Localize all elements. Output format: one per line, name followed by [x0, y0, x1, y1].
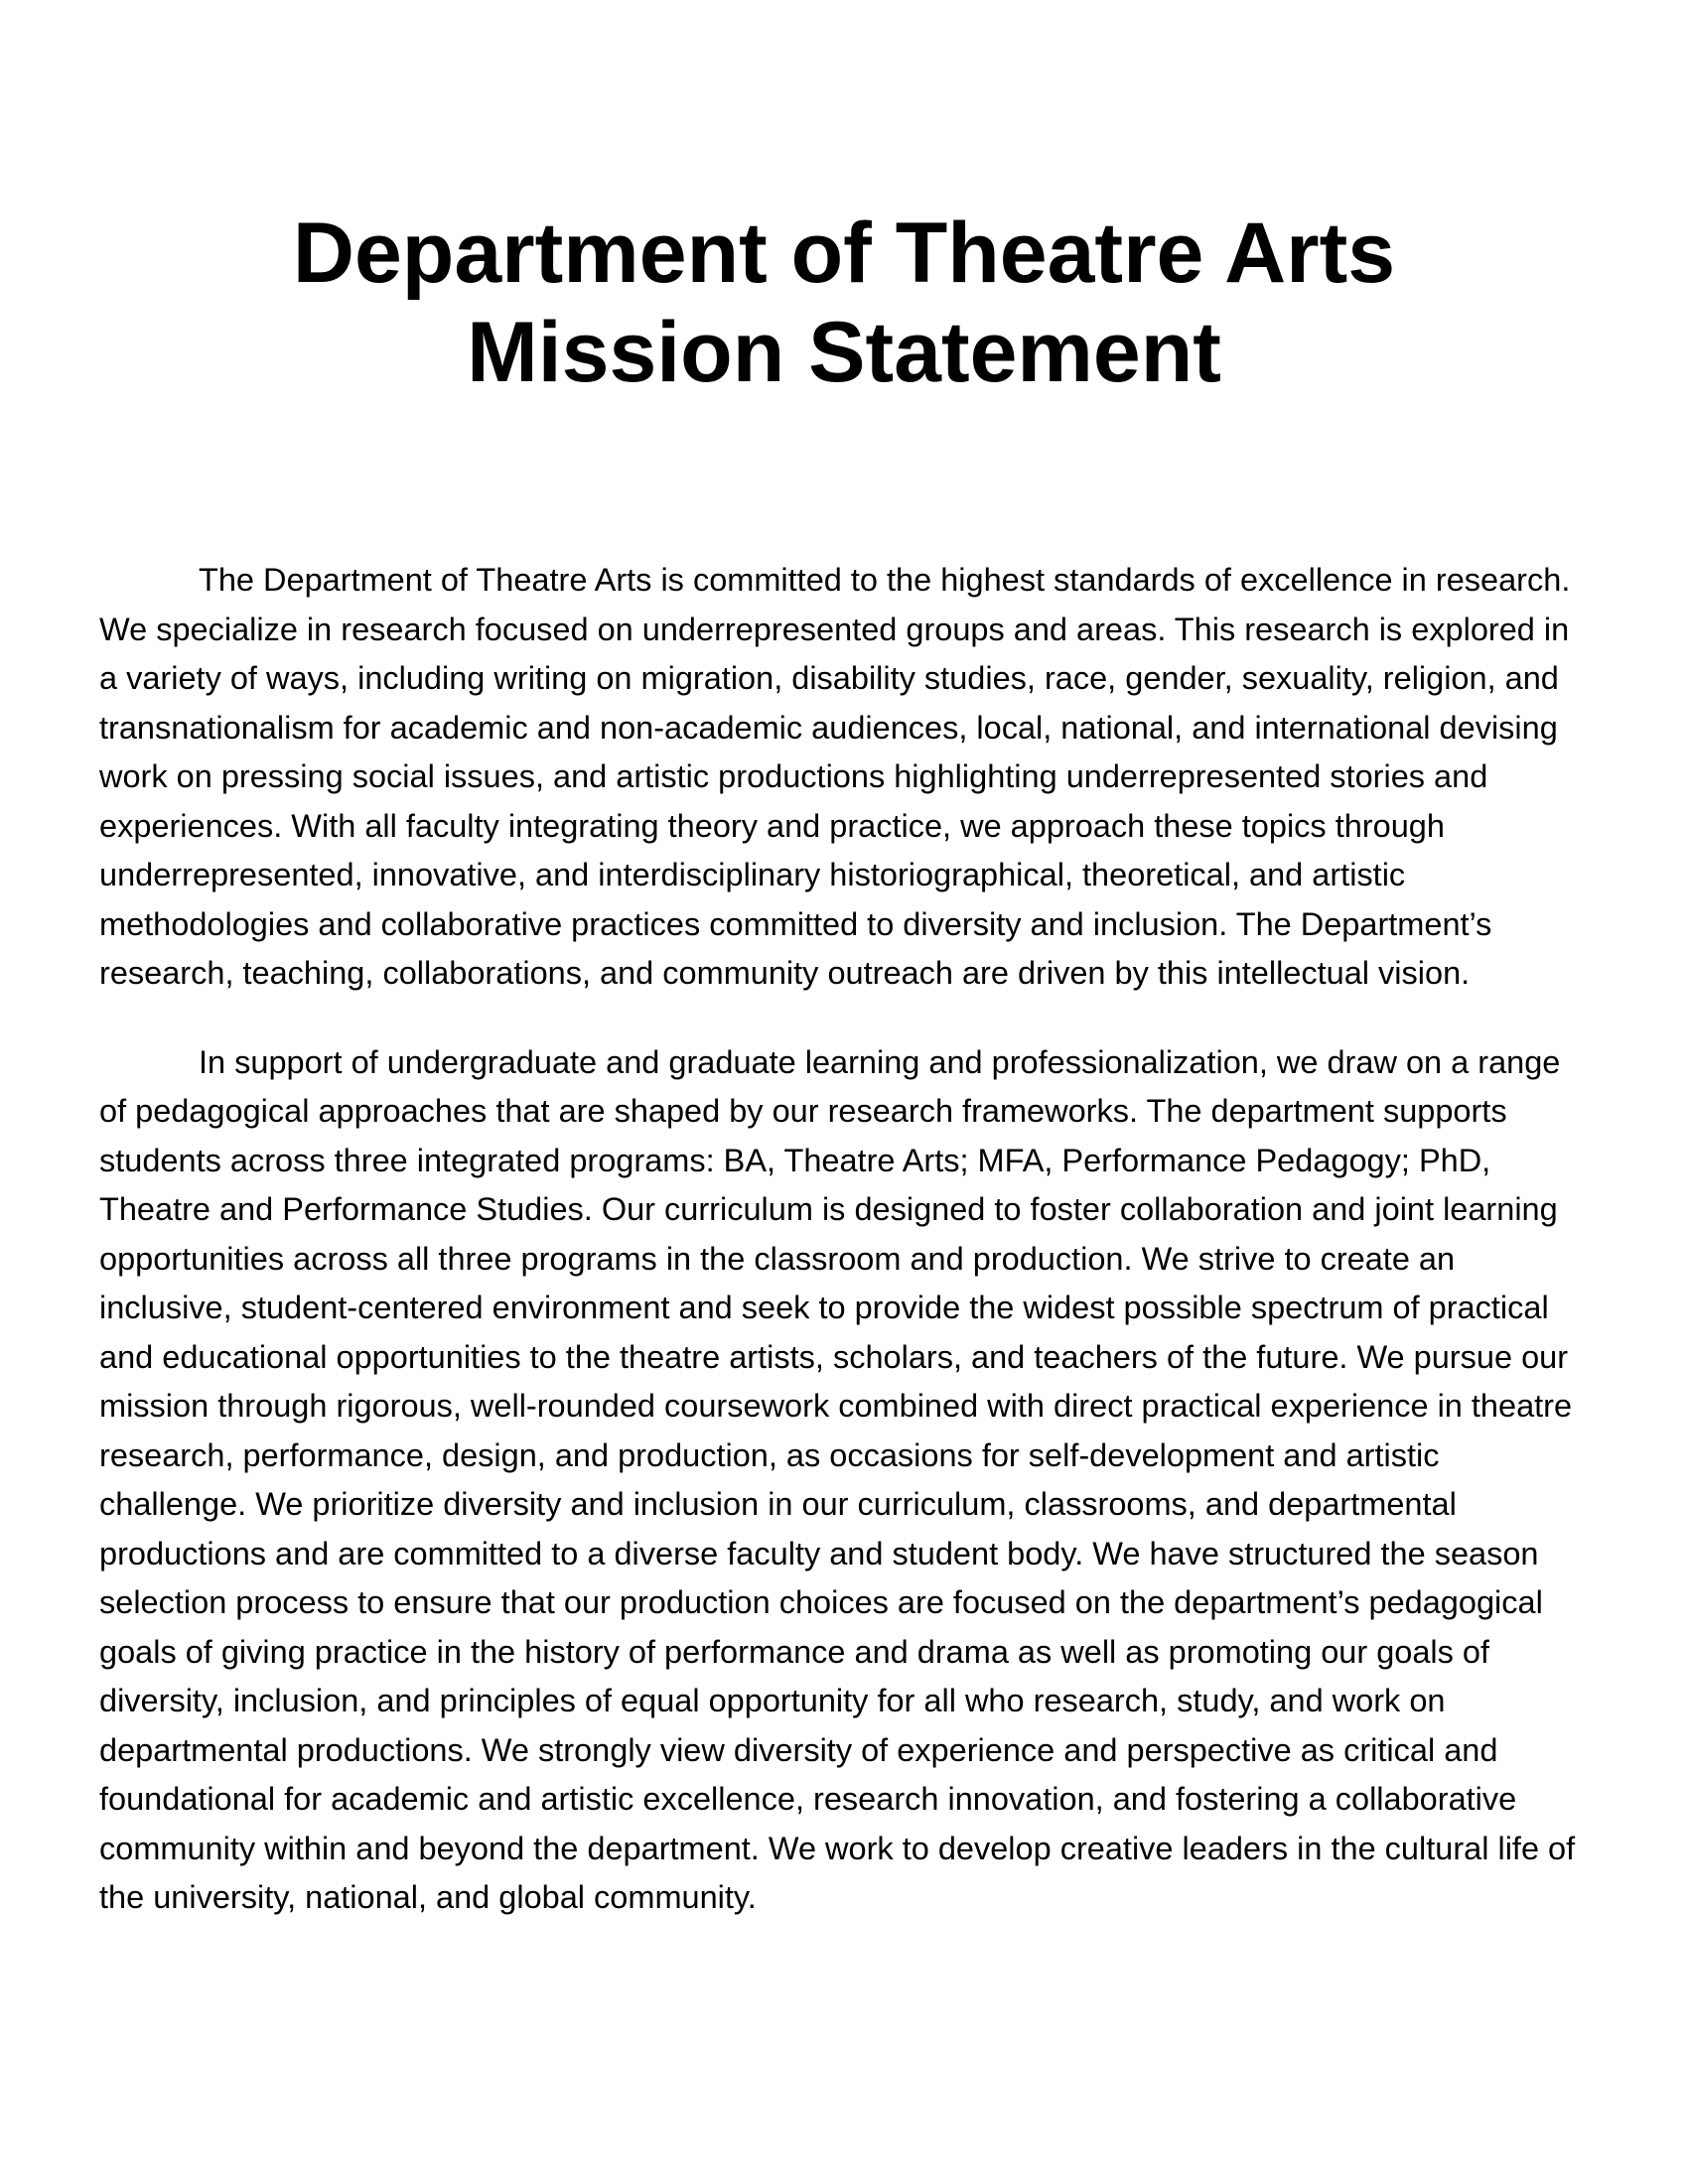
mission-body [99, 556, 1589, 1923]
paragraph-teaching: In support of undergraduate and graduate learning and professionalization, we draw on a range of pedagogical approaches that are shaped by our research frameworks. The department supports students across three integrated programs: BA, Theatre Arts; MFA, Performance Pedagogy; PhD, Theatre and Performance Studies. Our curriculum is designed to foster collaboration and joint learning opportunities across all three programs in the classroom and production. We strive to create an inclusive, student-centered environment and seek to provide the widest possible spectrum of practical and educational opportunities to the theatre artists, scholars, and teachers of the future. We pursue our mission through rigorous, well-rounded coursework combined with direct practical experience in theatre research, performance, design, and production, as occasions for self-development and artistic challenge. We prioritize diversity and inclusion in our curriculum, classrooms, and departmental productions and are committed to a diverse faculty and student body. We have structured the season selection process to ensure that our production choices are focused on the department’s pedagogical goals of giving practice in the history of performance and drama as well as promoting our goals of diversity, inclusion, and principles of equal opportunity for all who research, study, and work on departmental productions. We strongly view diversity of experience and perspective as critical and foundational for academic and artistic excellence, research innovation, and fostering a collaborative community within and beyond the department. We work to develop creative leaders in the cultural life of the university, national, and global community. [99, 1043, 1576, 1915]
page-title [0, 204, 1688, 402]
paragraph-research: The Department of Theatre Arts is committed to the highest standards of excellence in research. We specialize in research focused on underrepresented groups and areas. This research is explored in a variety of ways, including writing on migration, disability studies, race, gender, sexuality, religion, and transnationalism for academic and non-academic audiences, local, national, and international devising work on pressing social issues, and artistic productions highlighting underrepresented stories and experiences. With all faculty integrating theory and practice, we approach these topics through underrepresented, innovative, and interdisciplinary historiographical, theoretical, and artistic methodologies and collaborative practices committed to diversity and inclusion. The Department’s research, teaching, collaborations, and community outreach are driven by this intellectual vision. [99, 562, 1571, 991]
title-line-2: Mission Statement [467, 305, 1221, 400]
title-line-1: Department of Theatre Arts [292, 205, 1396, 301]
